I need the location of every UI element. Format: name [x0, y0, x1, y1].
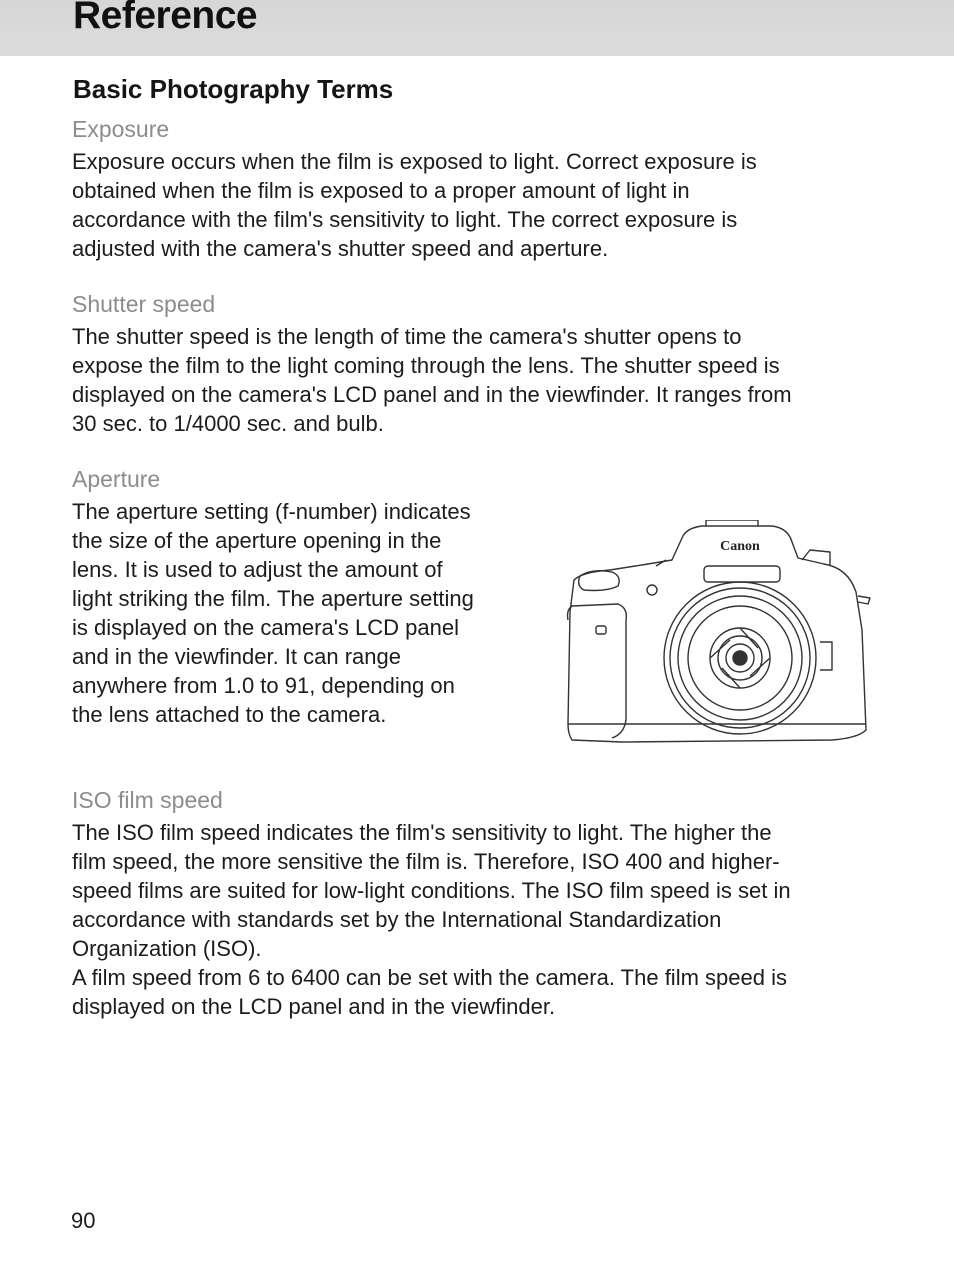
- term-body-aperture: The aperture setting (f-number) indicates the size of the aperture opening in the lens. It is used to adjust the amount of light striking the film. The aperture setting is displayed on the camera's LCD panel and in the viewfinder. It can range anywhere from 1.0 to 91, depending on the lens attached to the camera.: [72, 499, 474, 727]
- term-heading-shutter-speed: Shutter speed: [72, 291, 216, 317]
- page-header: [0, 0, 954, 56]
- header-title: Reference: [73, 0, 258, 37]
- section-title: Basic Photography Terms: [73, 74, 394, 104]
- camera-illustration: [562, 520, 878, 746]
- page-number: 90: [71, 1208, 96, 1233]
- term-heading-iso-film-speed: ISO film speed: [72, 787, 223, 813]
- term-body-iso-film-speed: The ISO film speed indicates the film's sensitivity to light. The higher the film speed, the more sensitive the film is. Therefore, ISO 400 and higher- speed films are suited for low-light conditions. The ISO film speed is set in accordance with standards set by the International Standardization Organization (ISO). A film speed from 6 to 6400 can be set with the camera. The film speed is displayed on the LCD panel and in the viewfinder.: [72, 820, 791, 1019]
- term-body-shutter-speed: The shutter speed is the length of time the camera's shutter opens to expose the film to the light coming through the lens. The shutter speed is displayed on the camera's LCD panel and in the viewfinder. It ranges from 30 sec. to 1/4000 sec. and bulb.: [72, 324, 792, 436]
- camera-brand-label: Canon: [720, 539, 760, 554]
- term-body-exposure: Exposure occurs when the film is exposed to light. Correct exposure is obtained when the film is exposed to a proper amount of light in accordance with the film's sensitivity to light. The correct exposure is adjusted with the camera's shutter speed and aperture.: [72, 149, 757, 261]
- term-heading-aperture: Aperture: [72, 466, 161, 492]
- term-heading-exposure: Exposure: [72, 116, 170, 142]
